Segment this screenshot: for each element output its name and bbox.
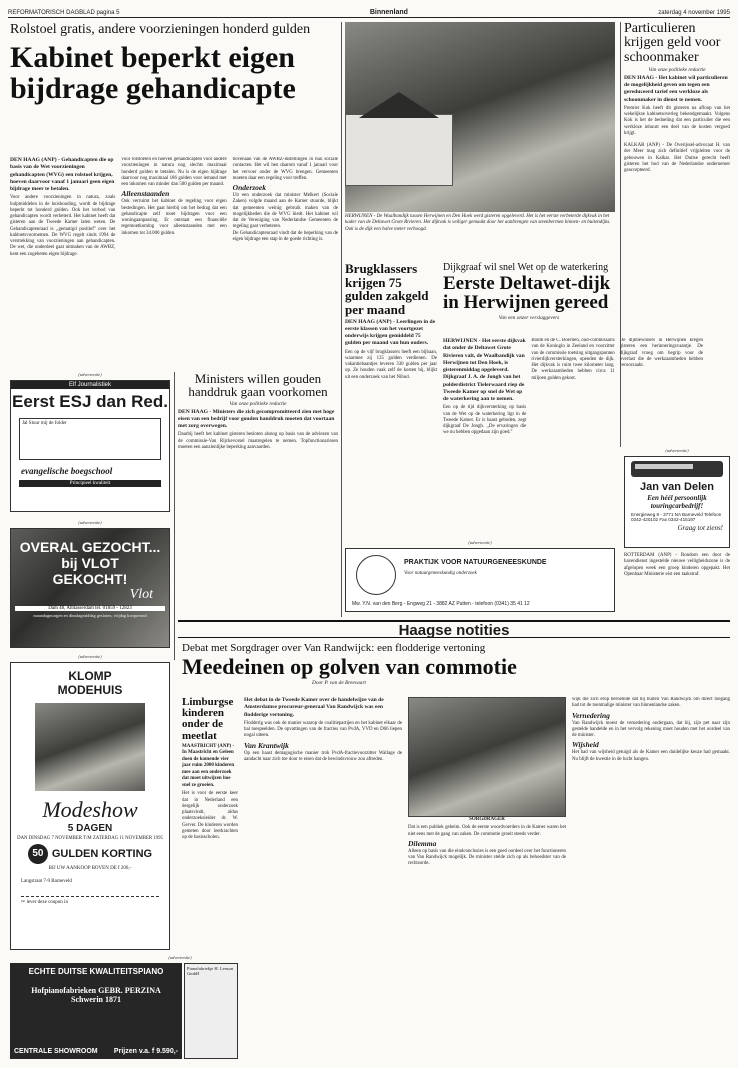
sorgdrager-col3: wijk die zich erop beroemde dat hij buiten Van Randwijck om direct toegang had tot de toenmalige minister van binnenlandse zaken.	[572, 697, 730, 709]
limburgse-body: Het is voor de eerste keer dat in Nederland een dergelijk onderzoek plaatsvindt, aldus onderzoeksleider dr. W. Gerver. De kinderen worden gemeten door leerkrachten op de basisscholen.	[182, 791, 238, 841]
esj-header: Elf Journalistiek	[11, 381, 169, 389]
deltawet-col3: De dijkbewoners in Herwijnen kregen gisteren een herinneringsvaantje. De dijkgraaf vroeg om begrip voor de overlast die de werkzaamheden hebben veroorzaakt.	[619, 338, 703, 369]
lead-col3c-text: De Gehandicaptenraad vindt dat de beperking van de eigen bijdrage een stap in de goede richting is.	[232, 230, 338, 242]
klomp-coupon-text: GULDEN KORTING	[51, 848, 153, 860]
deltawet-col-1	[443, 338, 526, 534]
bus-ad-label: (advertentie)	[665, 448, 689, 453]
esj-logo: evangelische boegschool	[21, 466, 113, 476]
masthead-left: REFORMATORISCH DAGBLAD pagina 5	[8, 10, 120, 16]
brugklassers-article	[345, 262, 437, 381]
klomp-coupon[interactable]	[11, 844, 169, 864]
bus-address: Energieweg 8 - 3771 NA Barneveld Telefoon 0342-420102 Fax 0342-415197	[631, 512, 722, 522]
masthead	[8, 4, 730, 16]
roof-shape	[359, 92, 439, 118]
deltawet-headline: Eerste Deltawet-dijk in Herwijnen gereed	[443, 273, 611, 314]
deltawet-article	[443, 262, 615, 323]
dike-photo	[345, 22, 615, 212]
vlot-brand: Vlot	[129, 587, 153, 602]
klomp-days: 5 DAGEN	[67, 823, 113, 834]
natuur-ad	[345, 548, 615, 612]
lead-col3b-text: Uit een onderzoek dat minister Melkert (Sociale Zaken) volgde maand aan de Kamer stuurde, blijkt dat gemeenten weinig gebruik maken van de mogelijkheden die de WVG biedt. Het kabinet wil dat de Vereniging van Nederlandse Gemeenten de regeling gaat verbeteren.	[232, 193, 338, 230]
lead-col-1	[10, 157, 115, 369]
sorgdrager-sub-krantwijk: Van Krantwijk	[244, 740, 289, 750]
masthead-section: Binnenland	[369, 9, 408, 16]
klomp-ad	[10, 662, 170, 950]
piano-price: Prijzen v.a. f 9.590,-	[113, 1048, 178, 1055]
sorgdrager-sub-dilemma: Dilemma	[408, 838, 437, 848]
sorgdrager-col-3	[572, 697, 730, 1053]
lead-col2-text: voor rolstoelen en hoeven gehandicapten voor andere voorzieningen in natura nog slechts maximaal honderd gulden te betalen. Nu is de eigen bijdrage daarvoor nog maximaal 186 gulden voor iemand met een inkomen van minder dan 500 gulden per maand.	[121, 157, 227, 188]
sorgdrager-col3c: Het had van wijsheid getuigd als de Kamer een duidelijke keuze had gemaakt. Nu blijft de kwestie in de lucht hangen.	[572, 750, 730, 762]
lead-sub-onderzoek: Onderzoek	[232, 183, 266, 193]
sorgdrager-headline: Meedeinen op golven van commotie	[182, 654, 517, 679]
right-col-rule	[620, 22, 621, 447]
sorgdrager-sub-vernedering: Vernedering	[572, 710, 610, 720]
particulieren-intro: DEN HAAG - Het kabinet wil particulieren de mogelijkheid geven om tegen een gereduceerd tarief een werkloze als schoonmaker in dienst te nemen.	[624, 74, 728, 103]
sorgdrager-col2: Dat is een publiek geheim. Ook de eerste woordvoerders in de Kamer waren het niet eens met de gang van zaken. De commotie groeit steeds verder.	[408, 825, 566, 837]
rotterdam-brief: ROTTERDAM (ANP) - Rondom een door de havendienst ingestelde nieuwe veiligheidszone is de afgelopen week een groep kinderen opgepakt. Het Openbaar Ministerie eist een taakstraf.	[624, 553, 730, 577]
limburgse-article	[182, 697, 238, 842]
sorgdrager-kicker: Debat met Sorgdrager over Van Randwijck: een flodderige vertoning	[182, 642, 486, 654]
limburgse-intro: MAASTRICHT (ANP) - In Maastricht en Geleen doen de komende vier jaar ruim 2000 kinderen mee aan een onderzoek dat moet uitwijzen hoe snel ze groeien.	[182, 743, 235, 788]
particulieren-article	[624, 22, 730, 175]
bus-ad	[624, 456, 730, 548]
haagse-notities-label: Haagse notities	[398, 622, 510, 639]
natuur-line: Voor natuurgeneeskundig onderzoek	[404, 571, 477, 576]
deltawet-col-2	[531, 338, 614, 534]
lead-sub-alleenstaanden: Alleenstaanden	[121, 189, 170, 199]
bus-stamp: Graag tot ziens!	[677, 524, 723, 532]
klomp-min: BIJ UW AANKOOP BOVEN DE f 200,-	[48, 866, 132, 871]
klomp-ad-label: (advertentie)	[78, 654, 102, 659]
masthead-rule	[8, 17, 730, 18]
lead-col1-text: Voor andere voorzieningen in natura, zoals hulpmiddelen in de huishouding, wordt de bijdrage beperkt tot honderd gulden. Ook het verbod van gehandicapten wordt verbeterd. Het kabinet heeft dat gisteren aan de Tweede Kamer laten weten. De Gehandicaptenraad is ,,gematigd positief'' over het kabinetsvoornemen. De WVG regelt sinds 1994 de verstrekking van voorzieningen aan gehandicapten. De wet, die onderdeel gaat uitmaken van de AWBZ, kent een zogeheten eigen bijdrage.	[10, 195, 116, 257]
esj-form[interactable]: Jal Stuur mij de folder	[19, 418, 161, 460]
left-col-rule	[174, 372, 175, 660]
piano-ad-label: (advertentie)	[168, 955, 192, 960]
sorgdrager-col-1	[244, 697, 402, 1053]
sorgdrager-col1b: Op een haast demagogische manier trok PvdA-fractievoorzitter Wallage de aandacht naar zich toe door te eisen dat de bewindsvrouw zou aftreden.	[244, 750, 402, 762]
klomp-title2: MODEHUIS	[57, 683, 123, 697]
vlot-ad	[10, 528, 170, 648]
sorgdrager-article	[182, 642, 730, 688]
haagse-notities-bar	[178, 620, 730, 638]
natuur-logo-icon	[356, 555, 396, 595]
bus-company: Jan van Delen	[640, 481, 714, 493]
esj-ad-label: (advertentie)	[78, 372, 102, 377]
ministers-intro: DEN HAAG - Ministers die zich gecompromitteerd zien met hoge eisen van een bedrijf voor gouden handdruk moeten dat voortaan met zorg overwegen.	[178, 408, 335, 430]
sorgdrager-col-2	[408, 697, 566, 1053]
kalkar-brief: KALKAR (ANP) - De Overijssel-advocaat H. van der Meer mag zich definitief vrijpleiten voor de gebouwen in Kalkar. Het Duitse gerecht heeft gisteren het bod van de Nederlandse ondernemer geaccepteerd.	[624, 143, 730, 174]
farmhouse-shape	[345, 114, 453, 186]
deltawet-byline: Van een onzer verslaggevers	[498, 314, 560, 321]
brugklassers-intro: DEN HAAG (ANP) - Leerlingen in de eerste klassen van het voortgezet onderwijs krijgen gemiddeld 75 gulden per maand van hun ouders.	[345, 318, 436, 347]
ministers-headline: Ministers willen gouden handdruk gaan voorkomen	[188, 371, 328, 400]
lead-headline: Kabinet beperkt eigen bijdrage gehandicapte	[10, 41, 296, 105]
piano-ad	[10, 963, 182, 1059]
lead-col-2	[121, 157, 226, 369]
natuur-ad-label: (advertentie)	[468, 540, 492, 545]
center-col-rule	[341, 22, 342, 617]
klomp-show: Modeshow	[42, 797, 138, 822]
sorgdrager-columns	[244, 697, 730, 1053]
deltawet-col1: Een op de tijd dijkversterking op basis van de Wet op de waterkering ligt in de Tweede Kamer. Er is haast geboden, zegt dijkgraaf De Jongh. ,,De ervaringen die we nu hebben opgedaan zijn goed.''	[443, 405, 527, 436]
sorgdrager-intro: Het debat in de Tweede Kamer over de handelwijze van de Amsterdamse procureur-generaal Van Randwijck was een flodderige vertoning.	[244, 697, 384, 718]
klomp-title1: KLOMP	[68, 669, 112, 683]
sorgdrager-photo-caption: SORGDRAGER	[469, 817, 505, 822]
sorgdrager-photo	[408, 697, 566, 817]
brugklassers-headline: Brugklassers krijgen 75 gulden zakgeld per maand	[345, 261, 429, 317]
deltawet-intro: HERWIJNEN - Het eerste dijkvak dat onder de Deltawet Grote Rivieren valt, de Waalbandijk van Herwijnen tot Den Hoek, is gisterenmiddag opgeleverd. Dijkgraaf J. A. de Jongh van het polderdistrict Tielerwaard riep de Tweede Kamer op snel de Wet op de waterkering aan te nemen.	[443, 338, 526, 403]
lead-col3-text: bovenaan van de AWBZ-instellingen in hun sociale contacten. Het wil hen daarom vanaf 1 januari voor het vervoer onder de WVG brengen. Gemeenten moeten daar een regeling voor treffen.	[232, 157, 338, 181]
lead-columns	[10, 157, 338, 369]
piano-firm: Hofpianofabrieken GEBR. PERZINA Schwerin 1871	[31, 986, 161, 1004]
masthead-date: zaterdag 4 november 1995	[658, 10, 730, 16]
klomp-address: Langstraat 7-9 Barneveld	[21, 879, 72, 884]
lead-kicker: Rolstoel gratis, andere voorzieningen honderd gulden	[10, 22, 311, 37]
bus-slogan: Een héél persoonlijk touringcarbedrijf!	[647, 494, 707, 510]
particulieren-byline: Van onze politieke redactie	[648, 66, 706, 73]
vlot-address: Dam 48, Alblasserdam tel. 01859 - 12823	[15, 606, 165, 611]
piano-title: ECHTE DUITSE KWALITEITSPIANO	[28, 967, 164, 976]
ministers-body: Daarbij heeft het kabinet gisteren besloten alsnog op basis van de adviezen van de commissie-Van Rijckevorsel maatregelen te nemen. Topfunctionarissen moeten een aanzienlijke beperking aanvaarden.	[178, 432, 338, 450]
vlot-line2: bij VLOT	[61, 555, 119, 571]
particulieren-body: Premier Kok heeft dit gisteren na afloop van het wekelijkse kabinetsoverleg bekendgemaakt. Volgens Kok is het de bedoeling dat een particulier die een werkloze inhuurt een deel van de kosten vergoed krijgt.	[624, 105, 730, 136]
natuur-address: Mw. Y.N. van den Berg - Engweg 21 - 3882 AZ Putten - telefoon (0341) 35 41 12	[352, 601, 530, 607]
limburgse-headline: Limburgse kinderen onder de meetlat	[182, 696, 234, 742]
ministers-article	[178, 372, 338, 451]
klomp-photo	[35, 703, 145, 791]
lead-col-3	[233, 157, 338, 369]
sorgdrager-col2b: Alleen op basis van die eindconclusies is een goed oordeel over het functioneren van Van Randwijck mogelijk. De minister stelde zich op als behoedster van de rechtsorde.	[408, 848, 566, 867]
esj-ad	[10, 380, 170, 512]
lead-intro: DEN HAAG (ANP) - Gehandicapten die op basis van de Wet voorzieningen gehandicapten (WVG) een rolstoel krijgen, hoeven daarvoor vanaf 1 januari geen eigen bijdrage meer te betalen.	[10, 157, 115, 193]
brugklassers-body: Een op de vijf brugklassers heeft een bijbaan, waarmee zij 135 gulden verdienen. De vakantiebaantjes leveren 330 gulden per jaar op. Ze houden vaak zelf de kosten bij, blijkt uit een onderzoek van het Nibud.	[345, 349, 437, 380]
klomp-amount: 50	[28, 844, 48, 864]
bus-icon	[631, 461, 723, 477]
sorgdrager-sub-wijsheid: Wijsheid	[572, 740, 599, 750]
lead-col2b-text: Ook verruimt het kabinet de regeling voor eigen bestedingen. Het gaat hierbij om het bedrag dat een gehandicapte zelf moet bijdragen voor een woningaanpassing. Er ontstaat een financiële tegemoetkoming voor alleenstaanden met een inkomen tot 34.000 gulden.	[121, 199, 227, 236]
dike-photo-caption: HERWIJNEN - De Waalbandijk tussen Herwijnen en Den Hoek werd gisteren opgeleverd. Het is het eerste verbeterde dijkvak in het kader van de Deltawet Grote Rivieren. Het dijkvak is veiliger gemaakt door het aanbrengen van steenbermen binnen- en buitendijks. Ook is de dijk een halve meter verhoogd.	[345, 214, 611, 232]
lead-article	[10, 22, 338, 104]
deltawet-col2: Bonth en de C. Boerlien, oud-commissaris van de Koningin in Zeeland en voorzitter van de commissie toetsing uitgangspunten rivierdijkversterkingen, openden de dijk. Het dijkvak is ruim twee kilometer lang. De werkzaamheden hebben circa 11 miljoen gulden gekost.	[531, 338, 615, 381]
sorgdrager-col3b: Van Randwijck moest de vernedering ondergaan, dat hij, zijn pet naar zijn gestelde handelde en in het vervolg rekening moet houden met het oordeel van de minister.	[572, 720, 730, 739]
ministers-byline: Van onze politieke redactie	[229, 400, 287, 407]
vlot-line1: OVERAL GEZOCHT...	[19, 539, 161, 555]
piano-company: Pianofabriekje H. Lenson GmbH	[184, 963, 238, 1059]
sorgdrager-byline: Door P. van de Breevaart	[312, 680, 366, 687]
natuur-name: PRAKTIJK VOOR NATUURGENEESKUNDE	[404, 559, 547, 566]
vlot-line3: GEKOCHT!	[52, 571, 128, 587]
piano-footer: CENTRALE SHOWROOM	[14, 1048, 98, 1055]
deltawet-kicker: Dijkgraaf wil snel Wet op de waterkering	[443, 262, 609, 273]
vlot-tagline: maandagmorgen en dinsdagmiddag gesloten, vrijdag koopavond	[33, 613, 147, 618]
particulieren-headline: Particulieren krijgen geld voor schoonmaker	[624, 21, 721, 65]
sorgdrager-col1: Flodderig was ook de manier waarop de coalitiepartijen en het kabinet elkaar de bal toespeelden. De opvattingen van de fracties van PvdA, VVD en D66 liepen nogal uiteen.	[244, 720, 402, 739]
esj-title: Eerst ESJ dan Red.	[12, 392, 168, 411]
vlot-ad-label: (advertentie)	[78, 520, 102, 525]
klomp-cut: ✂ lever deze coupon in	[21, 896, 159, 905]
klomp-dates: DAN DINSDAG 7 NOVEMBER T/M ZATERDAG 11 NOVEMBER 1995	[17, 836, 163, 841]
esj-footer: Principieel kwaliteit	[19, 480, 161, 487]
